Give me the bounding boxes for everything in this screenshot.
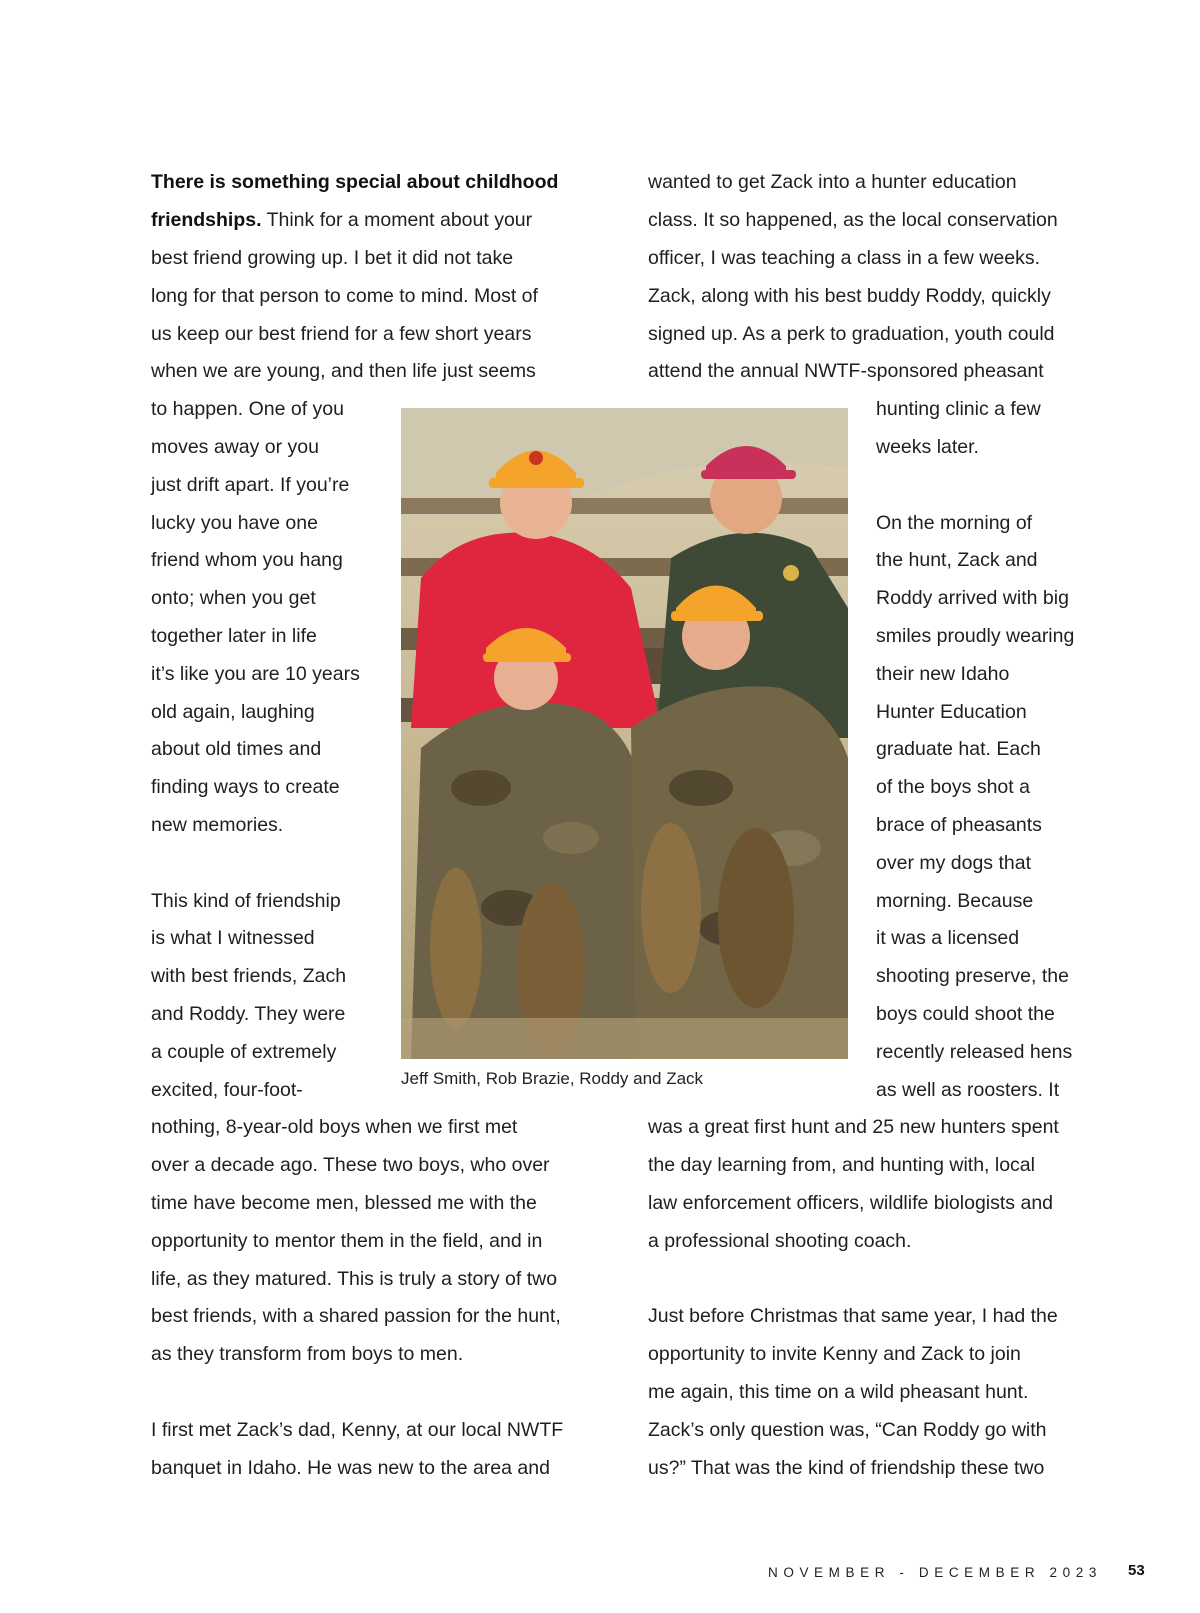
article-line: when we are young, and then life just seems — [151, 360, 536, 382]
article-line: weeks later. — [876, 436, 979, 458]
article-line: banquet in Idaho. He was new to the area and — [151, 1457, 550, 1479]
article-line: old again, laughing — [151, 701, 315, 723]
article-line: is what I witnessed — [151, 927, 315, 949]
article-line: best friend growing up. I bet it did not take — [151, 247, 514, 269]
article-line: hunting clinic a few — [876, 398, 1041, 420]
article-line: Zack, along with his best buddy Roddy, quickly — [648, 285, 1051, 307]
article-line: as they transform from boys to men. — [151, 1343, 464, 1365]
article-line: over my dogs that — [876, 852, 1031, 874]
article-line: moves away or you — [151, 436, 319, 458]
article-line: Just before Christmas that same year, I had the — [648, 1305, 1058, 1327]
article-line: it’s like you are 10 years — [151, 663, 360, 685]
article-line: Hunter Education — [876, 701, 1027, 723]
article-line: a professional shooting coach. — [648, 1230, 912, 1252]
article-line: opportunity to invite Kenny and Zack to join — [648, 1343, 1021, 1365]
article-line: lucky you have one — [151, 512, 318, 534]
article-line: class. It so happened, as the local conservation — [648, 209, 1058, 231]
article-line: recently released hens — [876, 1041, 1073, 1063]
article-line: over a decade ago. These two boys, who over — [151, 1154, 550, 1176]
article-line: just drift apart. If you’re — [151, 474, 350, 496]
article-line: time have become men, blessed me with the — [151, 1192, 537, 1214]
article-line: excited, four-foot- — [151, 1079, 303, 1101]
article-line: onto; when you get — [151, 587, 316, 609]
article-line: wanted to get Zack into a hunter education — [648, 171, 1017, 193]
article-line: Zack’s only question was, “Can Roddy go with — [648, 1419, 1047, 1441]
article-line — [151, 208, 532, 232]
article-line: Roddy arrived with big — [876, 587, 1069, 609]
article-line: graduate hat. Each — [876, 738, 1041, 760]
group-photo-illustration — [401, 408, 848, 1059]
article-line: to happen. One of you — [151, 398, 344, 420]
article-line: new memories. — [151, 814, 284, 836]
article-line: life, as they matured. This is truly a story of two — [151, 1268, 558, 1290]
article-line: us?” That was the kind of friendship these two — [648, 1457, 1045, 1479]
article-line — [151, 170, 558, 194]
article-line: was a great first hunt and 25 new hunters spent — [648, 1116, 1059, 1138]
article-line: us keep our best friend for a few short years — [151, 323, 532, 345]
article-line: about old times and — [151, 738, 322, 760]
article-line: morning. Because — [876, 890, 1034, 912]
article-line: it was a licensed — [876, 927, 1020, 949]
article-line: nothing, 8-year-old boys when we first met — [151, 1116, 518, 1138]
article-line: brace of pheasants — [876, 814, 1042, 836]
article-line: the day learning from, and hunting with, local — [648, 1154, 1035, 1176]
photo-caption: Jeff Smith, Rob Brazie, Roddy and Zack — [401, 1069, 704, 1088]
article-line: On the morning of — [876, 512, 1033, 534]
article-line: the hunt, Zack and — [876, 549, 1038, 571]
article-line: with best friends, Zach — [151, 965, 347, 987]
article-line: law enforcement officers, wildlife biologists and — [648, 1192, 1054, 1214]
article-line: of the boys shot a — [876, 776, 1030, 798]
article-line: signed up. As a perk to graduation, youth could — [648, 323, 1055, 345]
article-line: shooting preserve, the — [876, 965, 1069, 987]
article-line: boys could shoot the — [876, 1003, 1055, 1025]
article-line: together later in life — [151, 625, 317, 647]
article-line: me again, this time on a wild pheasant hunt. — [648, 1381, 1029, 1403]
article-line: and Roddy. They were — [151, 1003, 346, 1025]
article-line: I first met Zack’s dad, Kenny, at our local NWTF — [151, 1419, 564, 1441]
article-line: their new Idaho — [876, 663, 1010, 685]
article-line: finding ways to create — [151, 776, 340, 798]
article-text: Think for a moment about your — [261, 209, 533, 231]
lead-bold: friendships. — [151, 209, 262, 231]
article-line: smiles proudly wearing — [876, 625, 1075, 647]
article-line: opportunity to mentor them in the field, and in — [151, 1230, 543, 1252]
article-line: friend whom you hang — [151, 549, 343, 571]
article-line: as well as roosters. It — [876, 1079, 1060, 1101]
article-line: long for that person to come to mind. Most of — [151, 285, 538, 307]
article-line: a couple of extremely — [151, 1041, 337, 1063]
article-line: officer, I was teaching a class in a few weeks. — [648, 247, 1040, 269]
article-line: This kind of friendship — [151, 890, 341, 912]
group-photo — [401, 408, 848, 1059]
article-line: attend the annual NWTF-sponsored pheasant — [648, 360, 1044, 382]
lead-bold: There is something special about childhood — [151, 171, 559, 193]
article-line: best friends, with a shared passion for the hunt, — [151, 1305, 561, 1327]
page-number: 53 — [1128, 1562, 1145, 1579]
issue-date: NOVEMBER - DECEMBER 2023 — [768, 1565, 1102, 1580]
